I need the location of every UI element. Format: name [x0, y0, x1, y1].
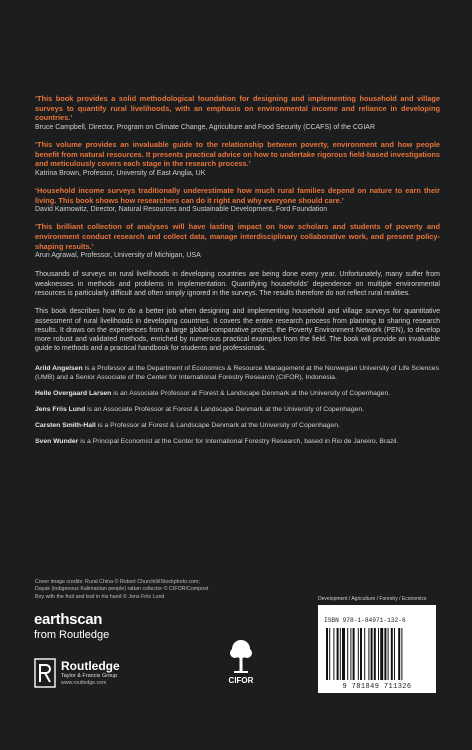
endorsement-attribution: David Kaimowitz, Director, Natural Resources and Sustainable Development, Ford Foundation: [35, 206, 328, 214]
earthscan-wordmark: earthscan: [34, 611, 103, 628]
author-name: Sven Wunder: [35, 437, 79, 445]
author-name: Jens Friis Lund: [35, 405, 86, 413]
author-bio: [35, 421, 440, 430]
cifor-logo: [226, 638, 256, 686]
routledge-text: [61, 660, 120, 687]
author-bio: [35, 389, 440, 398]
author-name: Carsten Smith-Hall: [35, 421, 96, 429]
endorsement-attribution: Bruce Campbell, Director, Program on Climate Change, Agriculture and Food Security (CCAFS) of the CGIAR: [35, 123, 376, 131]
cifor-tree-icon: [226, 638, 256, 676]
endorsement-attribution: Arun Agrawal, Professor, University of Michigan, USA: [35, 252, 201, 260]
author-bio: [35, 364, 440, 382]
routledge-name: Routledge: [61, 659, 120, 673]
cifor-label: CIFOR: [228, 676, 254, 685]
endorsement-2: [35, 140, 440, 178]
barcode-area: [318, 596, 436, 696]
credit-line: Dayak (indigenous Kalimantan people) rattan collector © CIFOR/Compost: [35, 586, 209, 593]
author-bio: [35, 437, 440, 446]
image-credits: [35, 579, 295, 601]
subject-categories: Development / Agriculture / Forestry / Economics: [318, 596, 427, 602]
endorsement-quote: ‘This volume provides an invaluable guide to the relationship between poverty, environment and how people benefit from natural resources. It presents practical advice on how to undertake rigorous field-based investigations and meticulously covers each stage in the research process.’: [35, 139, 440, 169]
ean-number: 9 781849 711326: [342, 683, 412, 691]
isbn-number: ISBN 978-1-84971-132-6: [324, 617, 406, 624]
routledge-url: www.routledge.com: [61, 680, 107, 686]
endorsement-quote: ‘Household income surveys traditionally underestimate how much rural families depend on nature to earn their living. This book shows how researchers can do it right and why everyone should care.’: [35, 185, 440, 205]
endorsement-3: [35, 186, 440, 214]
main-content: [35, 94, 440, 453]
routledge-group: Taylor & Francis Group: [61, 673, 118, 679]
routledge-logo: [34, 658, 174, 690]
endorsement-attribution: Katrina Brown, Professor, University of East Anglia, UK: [35, 169, 206, 177]
author-description: is a Professor at Forest & Landscape Denmark at the University of Copenhagen.: [95, 421, 340, 429]
author-description: is an Associate Professor at Forest & Landscape Denmark at the University of Copenhagen.: [111, 389, 391, 397]
author-description: is an Associate Professor at Forest & Landscape Denmark at the University of Copenhagen.: [85, 405, 365, 413]
credit-line: Cover image credits: Rural China © Robert Churchill/iStockphoto.com;: [35, 579, 200, 585]
author-bios: [35, 364, 440, 446]
author-description: is a Principal Economist at the Center for International Forestry Research, based in Rio de Janeiro, Brazil.: [78, 437, 399, 445]
barcode-bars-icon: [326, 628, 428, 680]
author-name: Arild Angelsen: [35, 364, 83, 372]
earthscan-logo: [34, 612, 112, 648]
routledge-emblem-icon: [34, 658, 56, 688]
description-paragraph-1: Thousands of surveys on rural livelihoods in developing countries are being done every year. Unfortunately, many suffer from weaknesses in methods and problems in implementation. Quantifying households’ dependence on multiple environmental resources is particularly difficult and often simply ignored in the surveys. The results therefore do not reflect rural realities.: [35, 271, 440, 297]
endorsement-4: [35, 222, 440, 260]
description-paragraph-2: This book describes how to do a better job when designing and implementing household and village surveys for quantitative assessment of rural livelihoods in developing countries. It covers the entire research process from planning to sharing research results. It draws on the experiences from a large global-comparative project, the Poverty Environment Network (PEN), to develop more robust and validated methods, enriched by numerous practical examples from the field. The book will provide an invaluable guide to methods and a practical handbook for students and professionals.: [35, 308, 440, 353]
author-bio: [35, 405, 440, 414]
author-description: is a Professor at the Department of Economics & Resource Management at the Norwegian University of Life Sciences (UMB) and a Senior Associate of the Center for International Forestry Research (CIFOR), Indonesia.: [35, 364, 439, 381]
endorsement-quote: ‘This book provides a solid methodological foundation for designing and implementing household and village surveys to quantify rural livelihoods, with an emphasis on environmental income and reliance in developing countries.’: [35, 94, 440, 123]
earthscan-from-routledge: from Routledge: [34, 629, 110, 641]
endorsement-quote: ‘This brilliant collection of analyses will have lasting impact on how scholars and students of poverty and environment conduct research and collect data, manage interdisciplinary collaborative work, and present policy-shaping results.’: [35, 222, 440, 251]
author-name: Helle Overgaard Larsen: [35, 389, 112, 397]
credit-line: Boy with the fruit and leaf in his hand © Jens Friis Lund: [35, 593, 165, 600]
barcode-panel: [318, 605, 436, 693]
endorsement-1: [35, 94, 440, 132]
